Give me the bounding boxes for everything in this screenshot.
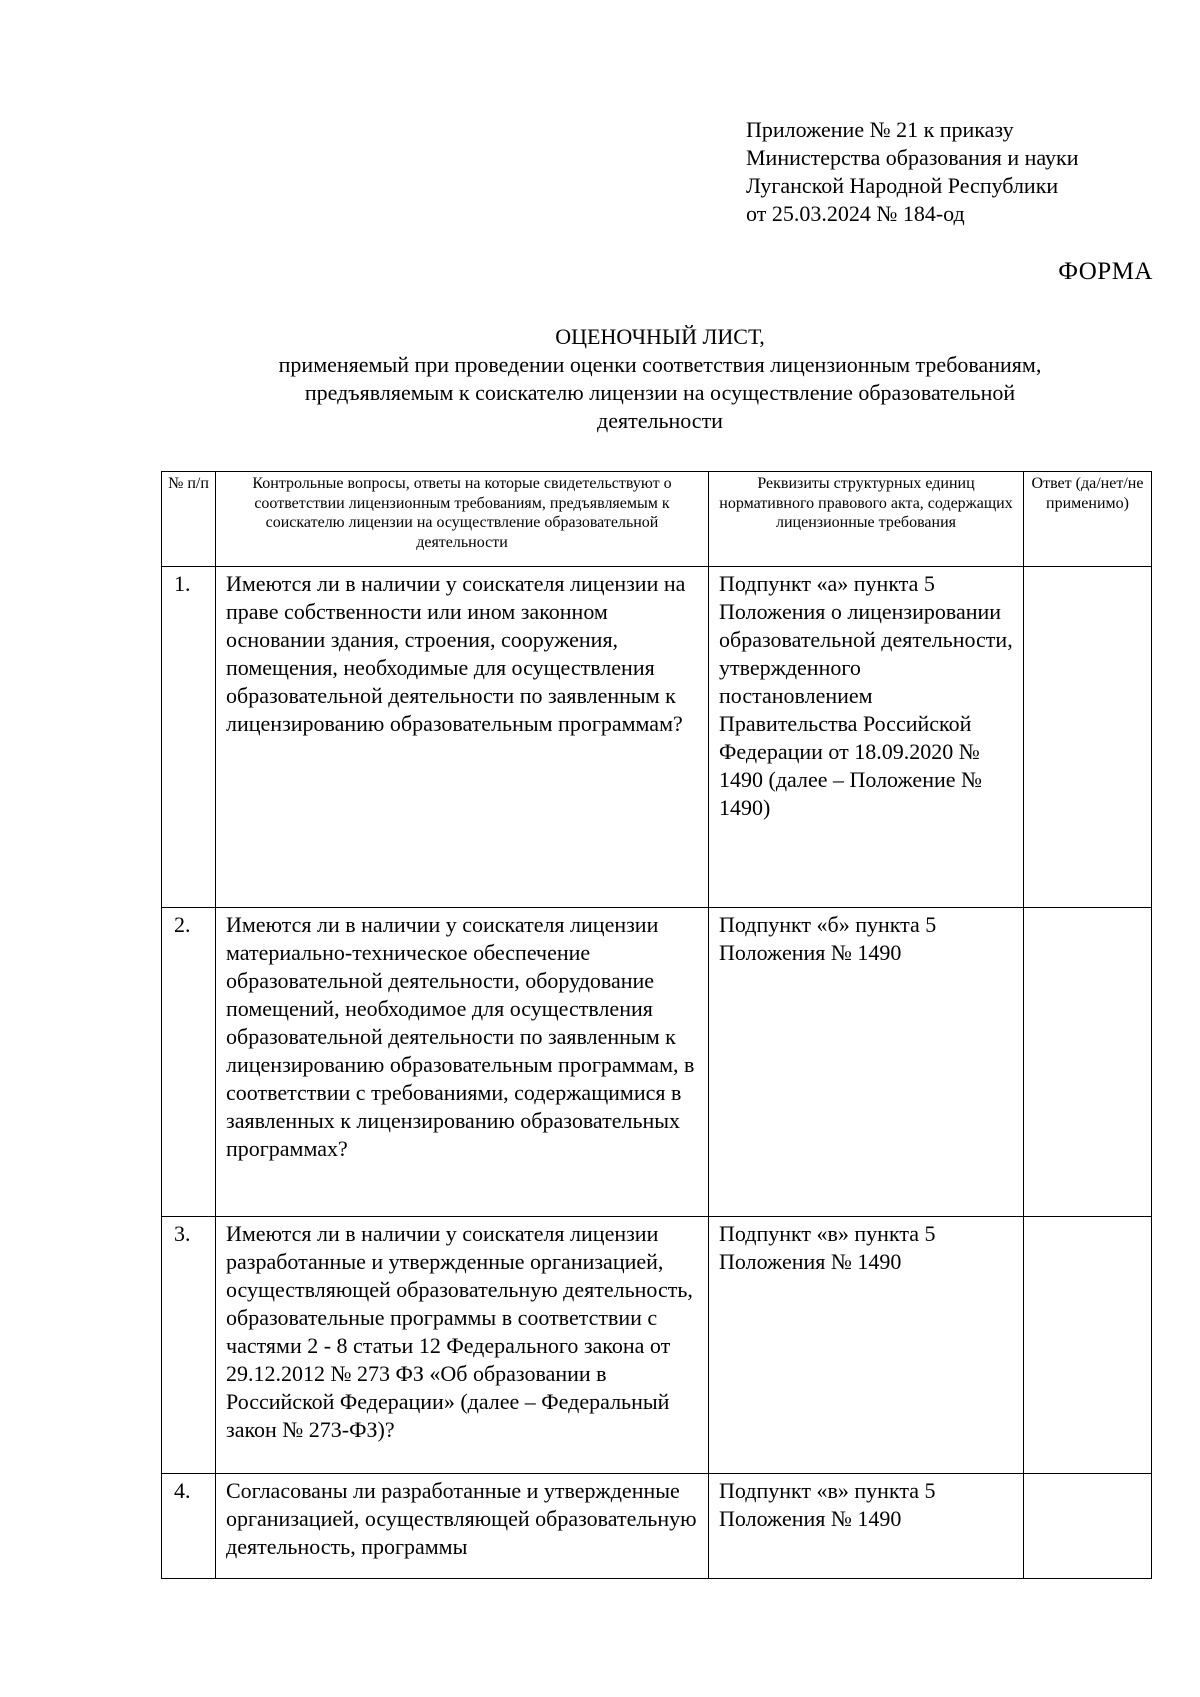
table-row	[162, 1217, 1152, 1474]
appendix-line: от 25.03.2024 № 184-од	[746, 201, 965, 226]
row-number: 3.	[162, 1217, 216, 1474]
row-answer-cell[interactable]	[1024, 908, 1152, 1217]
row-reference: Подпункт «в» пункта 5 Положения № 1490	[709, 1474, 1024, 1579]
title-subtitle-line: предъявляемым к соискателю лицензии на осуществление образовательной	[304, 380, 1016, 405]
assessment-table	[161, 471, 1152, 1579]
row-question: Согласованы ли разработанные и утвержденные организацией, осуществляющей образовательную деятельность, программы	[216, 1474, 709, 1579]
appendix-line: Министерства образования и науки	[746, 145, 1079, 170]
header-reference: Реквизиты структурных единиц нормативного правового акта, содержащих лицензионные требования	[709, 472, 1024, 567]
appendix-line: Приложение № 21 к приказу	[746, 117, 1014, 142]
row-number: 2.	[162, 908, 216, 1217]
document-title	[160, 323, 1160, 435]
row-number: 4.	[162, 1474, 216, 1579]
row-question: Имеются ли в наличии у соискателя лицензии материально-техническое обеспечение образовательной деятельности, оборудование помещений, необходимое для осуществления образовательной деятельности по заявленным к лицензированию образовательным программам, в соответствии с требованиями, содержащимися в заявленных к лицензированию образовательных программах?	[216, 908, 709, 1217]
row-reference: Подпункт «б» пункта 5 Положения № 1490	[709, 908, 1024, 1217]
header-answer: Ответ (да/нет/не применимо)	[1024, 472, 1152, 567]
table-row	[162, 908, 1152, 1217]
row-question: Имеются ли в наличии у соискателя лицензии разработанные и утвержденные организацией, осуществляющей образовательную деятельность, образовательные программы в соответствии с частями 2 - 8 статьи 12 Федерального закона от 29.12.2012 № 273 ФЗ «Об образовании в Российской Федерации» (далее – Федеральный закон № 273-ФЗ)?	[216, 1217, 709, 1474]
table-row	[162, 567, 1152, 908]
appendix-line: Луганской Народной Республики	[746, 173, 1059, 198]
row-question: Имеются ли в наличии у соискателя лицензии на праве собственности или ином законном основании здания, строения, сооружения, помещения, необходимые для осуществления образовательной деятельности по заявленным к лицензированию образовательным программам?	[216, 567, 709, 908]
title-subtitle-line: деятельности	[597, 408, 723, 433]
form-label: ФОРМА	[1058, 258, 1153, 285]
title-heading: ОЦЕНОЧНЫЙ ЛИСТ,	[555, 324, 765, 349]
row-reference: Подпункт «в» пункта 5 Положения № 1490	[709, 1217, 1024, 1474]
row-answer-cell[interactable]	[1024, 1474, 1152, 1579]
row-answer-cell[interactable]	[1024, 1217, 1152, 1474]
row-answer-cell[interactable]	[1024, 567, 1152, 908]
appendix-block	[746, 116, 1078, 228]
table-row	[162, 1474, 1152, 1579]
row-number: 1.	[162, 567, 216, 908]
header-number: № п/п	[162, 472, 216, 567]
table-header-row	[162, 472, 1152, 567]
row-reference: Подпункт «а» пункта 5 Положения о лицензировании образовательной деятельности, утвержденного постановлением Правительства Российской Федерации от 18.09.2020 № 1490 (далее – Положение № 1490)	[709, 567, 1024, 908]
title-subtitle-line: применяемый при проведении оценки соответствия лицензионным требованиям,	[278, 352, 1042, 377]
header-question: Контрольные вопросы, ответы на которые свидетельствуют о соответствии лицензионным требованиям, предъявляемым к соискателю лицензии на осуществление образовательной деятельности	[216, 472, 709, 567]
